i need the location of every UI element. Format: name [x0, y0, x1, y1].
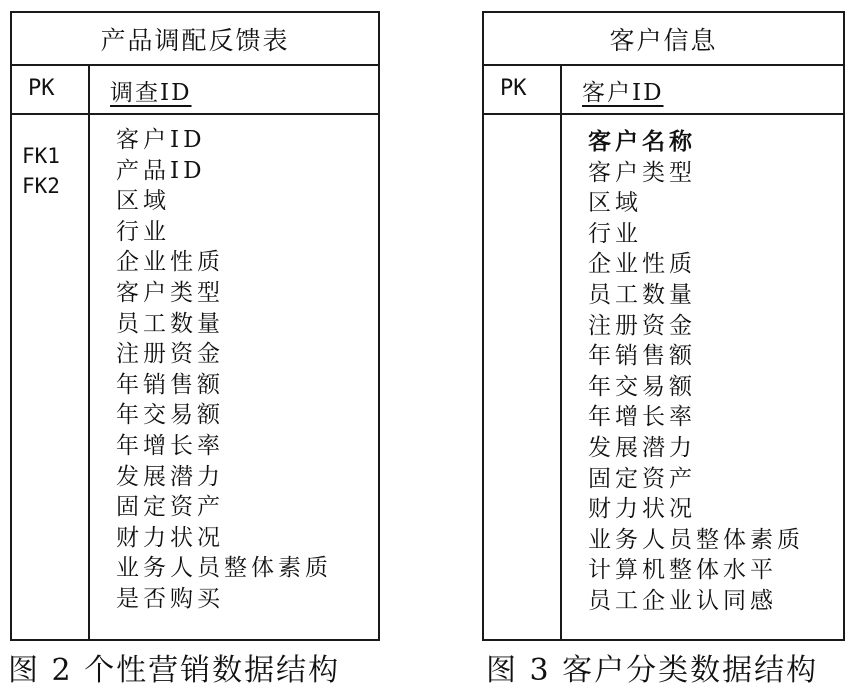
- attribute-item: 年交易额: [116, 402, 224, 429]
- pk-field: 调查ID: [110, 80, 192, 106]
- pk-label: PK: [28, 76, 55, 101]
- entity-title: 客户信息: [484, 13, 843, 66]
- attribute-item: 是否购买: [116, 585, 224, 612]
- attribute-item: 注册资金: [116, 341, 224, 368]
- attribute-item: 行业: [588, 220, 642, 247]
- pk-label: PK: [500, 76, 527, 101]
- attribute-list: [588, 127, 804, 617]
- figure-caption: 图 3 客户分类数据结构: [486, 653, 819, 688]
- attribute-item: 发展潜力: [116, 463, 224, 490]
- column-divider: [560, 64, 562, 639]
- table-product-feedback: [10, 11, 380, 641]
- attribute-item: 企业性质: [116, 249, 224, 276]
- attribute-list: [116, 125, 332, 615]
- attribute-item: 业务人员整体素质: [116, 555, 332, 582]
- attribute-item: 年增长率: [116, 432, 224, 459]
- attribute-item: 区域: [588, 190, 642, 217]
- entity-title: 产品调配反馈表: [12, 13, 378, 66]
- attribute-item: 客户类型: [588, 159, 696, 186]
- attribute-item: 业务人员整体素质: [588, 526, 804, 553]
- attribute-item: 区域: [116, 188, 170, 215]
- pk-row: [12, 64, 378, 115]
- attribute-item: 固定资产: [588, 465, 696, 492]
- pk-row: [484, 64, 843, 115]
- figure-caption: 图 2 个性营销数据结构: [8, 653, 341, 688]
- attribute-item: 客户类型: [116, 279, 224, 306]
- attribute-item: 员工企业认同感: [588, 587, 777, 614]
- attribute-item: 员工数量: [588, 281, 696, 308]
- attribute-item: 固定资产: [116, 494, 224, 521]
- attribute-item: 计算机整体水平: [588, 557, 777, 584]
- attribute-item: 产品ID: [116, 157, 206, 184]
- attribute-item: 年增长率: [588, 404, 696, 431]
- fk-labels: [22, 141, 60, 201]
- pk-field: 客户ID: [582, 80, 664, 106]
- attribute-item: 员工数量: [116, 310, 224, 337]
- attribute-item: 年销售额: [116, 371, 224, 398]
- attribute-item: 客户ID: [116, 127, 206, 153]
- attribute-item: 财力状况: [116, 524, 224, 551]
- column-divider: [88, 64, 90, 639]
- fk-label: FK1: [22, 144, 60, 168]
- attribute-item: 财力状况: [588, 496, 696, 523]
- attribute-item: 行业: [116, 218, 170, 245]
- attribute-item: 年交易额: [588, 373, 696, 400]
- attribute-item: 企业性质: [588, 251, 696, 278]
- attribute-item: 客户名称: [588, 128, 696, 155]
- table-customer-info: [482, 11, 845, 641]
- fk-label: FK2: [22, 174, 60, 198]
- attribute-item: 注册资金: [588, 312, 696, 339]
- attribute-item: 年销售额: [588, 343, 696, 370]
- attribute-item: 发展潜力: [588, 434, 696, 461]
